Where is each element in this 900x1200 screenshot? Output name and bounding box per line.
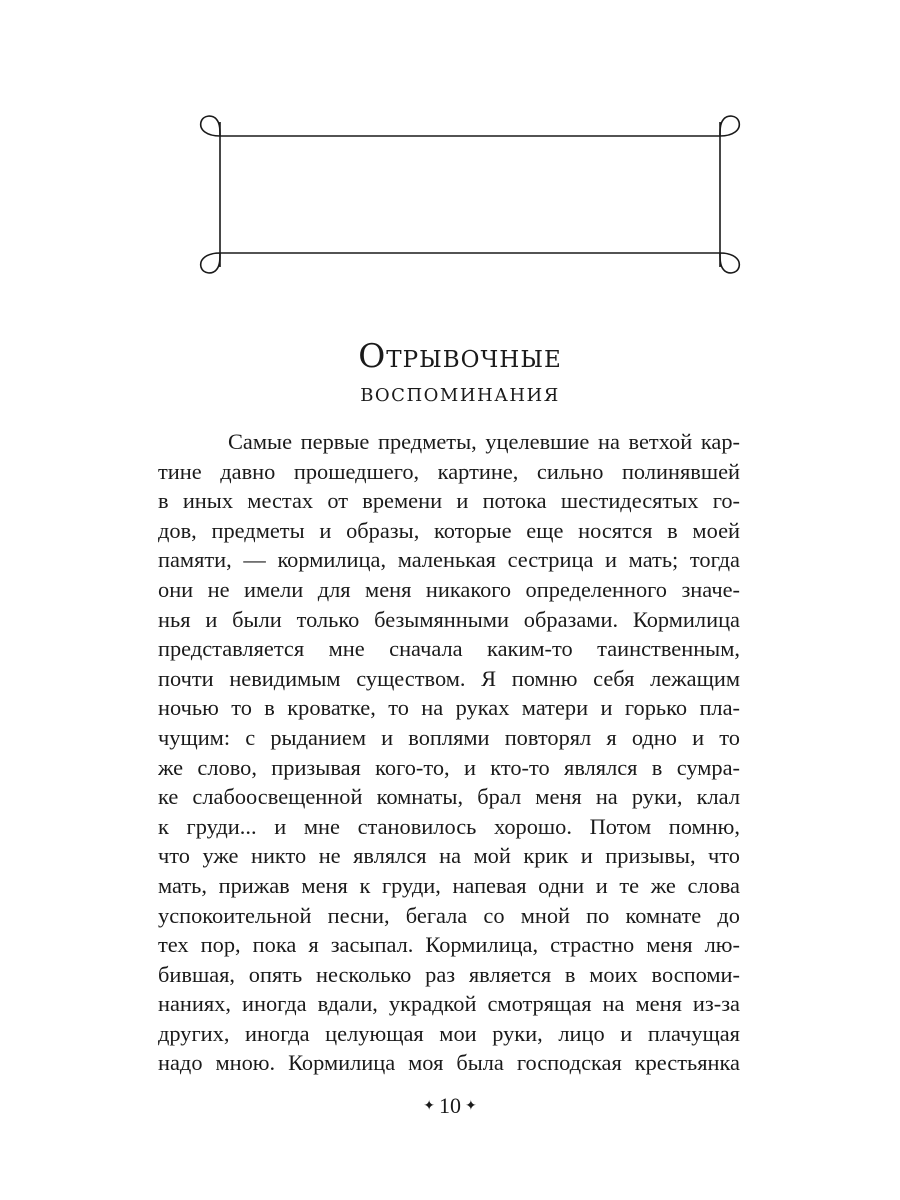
chapter-title-line-2: воспоминания <box>360 378 560 408</box>
star-ornament-icon: ✦ <box>423 1099 435 1114</box>
text-line: они не имели для меня никакого определенного значе- <box>158 576 740 602</box>
text-line: же слово, призывая кого-то, и кто-то являлся в сумра- <box>158 754 740 780</box>
star-ornament-icon: ✦ <box>465 1099 477 1114</box>
decorative-frame <box>195 112 745 277</box>
text-line: других, иногда целующая мои руки, лицо и плачущая <box>158 1020 740 1046</box>
text-line: памяти, — кормилица, маленькая сестрица и мать; тогда <box>158 547 740 573</box>
page-number: 10 <box>439 1093 461 1118</box>
text-line: представляется мне сначала каким-то таинственным, <box>158 636 740 662</box>
text-line: наниях, иногда вдали, украдкой смотрящая на меня из-за <box>158 991 740 1017</box>
body-paragraph <box>158 427 740 1078</box>
text-line: надо мною. Кормилица моя была господская крестьянка <box>158 1050 740 1076</box>
text-line: почти невидимым существом. Я помню себя лежащим <box>158 665 740 691</box>
text-line: к груди... и мне становилось хорошо. Потом помню, <box>158 813 740 839</box>
text-line: мать, прижав меня к груди, напевая одни и те же слова <box>158 872 740 898</box>
text-line: дов, предметы и образы, которые еще носятся в моей <box>158 517 740 543</box>
text-line: тех пор, пока я засыпал. Кормилица, страстно меня лю- <box>158 932 740 958</box>
text-line: что уже никто не являлся на мой крик и призывы, что <box>158 843 740 869</box>
text-line: тине давно прошедшего, картине, сильно полинявшей <box>158 458 740 484</box>
text-line: бившая, опять несколько раз является в моих воспоми- <box>158 961 740 987</box>
text-line: Самые первые предметы, уцелевшие на ветхой кар- <box>228 429 740 454</box>
text-line: нья и были только безымянными образами. Кормилица <box>158 606 740 632</box>
chapter-title <box>160 336 760 410</box>
chapter-title-line-1: Отрывочные <box>358 336 562 375</box>
text-line: ке слабоосвещенной комнаты, брал меня на руки, клал <box>158 784 740 810</box>
page-footer <box>0 1092 900 1121</box>
text-line: в иных местах от времени и потока шестидесятых го- <box>158 488 740 514</box>
text-line: ночью то в кроватке, то на руках матери и горько пла- <box>158 695 740 721</box>
text-line: успокоительной песни, бегала со мной по комнате до <box>158 902 740 928</box>
text-line: чущим: с рыданием и воплями повторял я одно и то <box>158 724 740 750</box>
